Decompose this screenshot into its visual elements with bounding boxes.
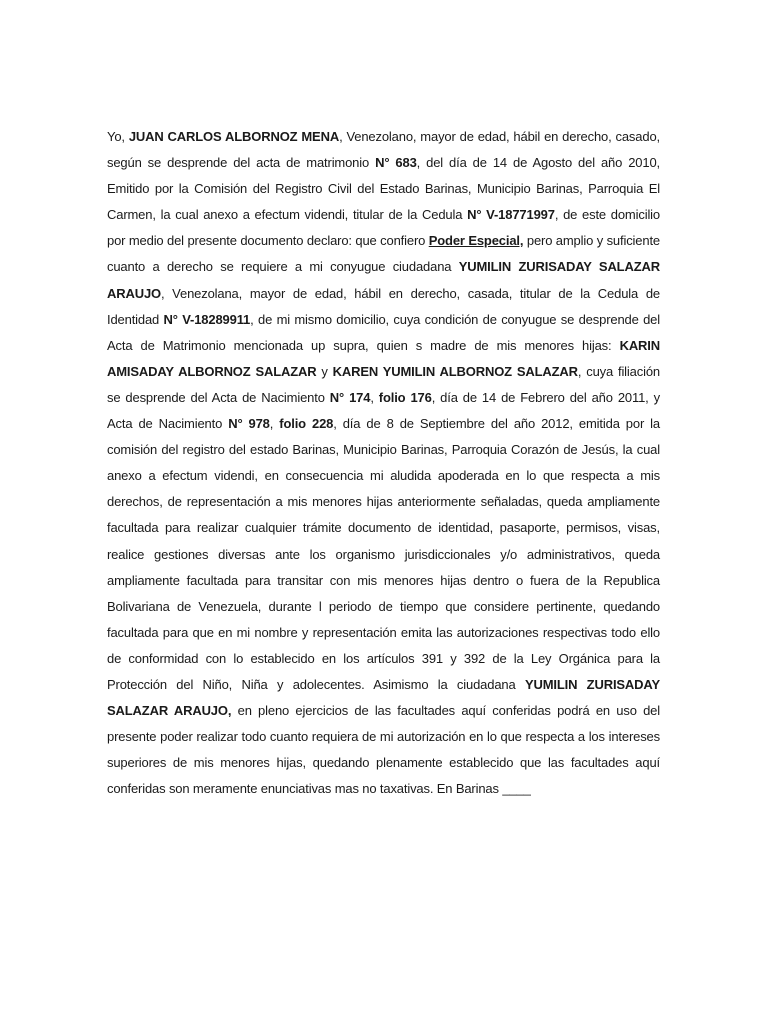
text-run: , del día de 14 de Agosto del año 2010, Emitido por la Comisión del Registro Civil del Estado Barinas, Municipio Barinas, Parroquia El Carmen, la cual anexo a efectum videndi, titular de la Cedula — [107, 155, 660, 223]
bold-run: N° V-18771997 — [467, 207, 555, 223]
text-run: , Venezolana, mayor de edad, hábil en derecho, casada, titular de la Cedula de Identidad — [107, 285, 660, 327]
text-run: , de este domicilio por medio del presente documento declaro: que confiero — [107, 207, 660, 249]
text-run: , cuya filiación se desprende del Acta de Nacimiento — [107, 363, 660, 405]
text-run: , día de 14 de Febrero del año 2011, y Acta de Nacimiento — [107, 389, 660, 432]
bold-run: N° 174 — [329, 389, 371, 405]
text-run: y — [316, 363, 333, 379]
text-run: pero amplio y suficiente cuanto a derecho se requiere a mi conyugue ciudadana — [107, 233, 660, 275]
power-of-attorney-paragraph — [107, 124, 660, 802]
bold-run: KAREN YUMILIN ALBORNOZ SALAZAR — [332, 363, 578, 379]
bold-run: KARIN AMISADAY ALBORNOZ SALAZAR — [107, 337, 660, 379]
bold-run: folio 176 — [378, 389, 432, 405]
text-run: , Venezolano, mayor de edad, hábil en derecho, casado, según se desprende del acta de matrimonio — [107, 129, 660, 171]
bold-run: folio 228 — [279, 416, 334, 432]
bold-run: N° V-18289911 — [163, 311, 251, 327]
bold-run: N° 683 — [375, 155, 417, 171]
text-run: , — [269, 416, 280, 432]
bold-run: N° 978 — [228, 416, 270, 432]
underlined-run: Poder Especial, — [428, 233, 524, 249]
bold-run: YUMILIN ZURISADAY SALAZAR ARAUJO — [107, 259, 660, 301]
text-run: Yo, — [107, 129, 129, 144]
bold-run: JUAN CARLOS ALBORNOZ MENA — [128, 129, 340, 144]
text-run: , de mi mismo domicilio, cuya condición de conyugue se desprende del Acta de Matrimonio mencionada up supra, quien s madre de mis menores hijas: — [107, 311, 660, 353]
bold-run — [429, 233, 524, 248]
text-run: , día de 8 de Septiembre del año 2012, emitida por la comisión del registro del estado Barinas, Municipio Barinas, Parroquia Corazón de Jesús, la cual anexo a efectum videndi, en consecuencia mi aludida apoderada en lo que respecta a mis derechos, de representación a mis menores hijas anteriormente señaladas, queda ampliamente facultada para realizar cualquier trámite documento de identidad, pasaporte, permisos, visas, realice gestiones diversas ante los organismo jurisdiccionales y/o administrativos, queda ampliamente facultada para transitar con mis menores hijas dentro o fuera de la Republica Bolivariana de Venezuela, durante l periodo de tiempo que considere pertinente, quedando facultada para que en mi nombre y representación emita las autorizaciones respectivas todo ello de conformidad con lo establecido en los artículos 391 y 392 de la Ley Orgánica para la Protección del Niño, Niña y adolecentes. Asimismo la ciudadana — [107, 416, 660, 692]
bold-run: YUMILIN ZURISADAY SALAZAR ARAUJO, — [107, 676, 660, 719]
text-run: en pleno ejercicios de las facultades aquí conferidas podrá en uso del presente poder realizar todo cuanto requiera de mi autorización en lo que respecta a los intereses superiores de mis menores hijas, quedando plenamente establecido que las facultades aquí conferidas son meramente enunciativas mas no taxativas. En Barinas ____ — [107, 703, 660, 797]
text-run: , — [370, 389, 379, 405]
